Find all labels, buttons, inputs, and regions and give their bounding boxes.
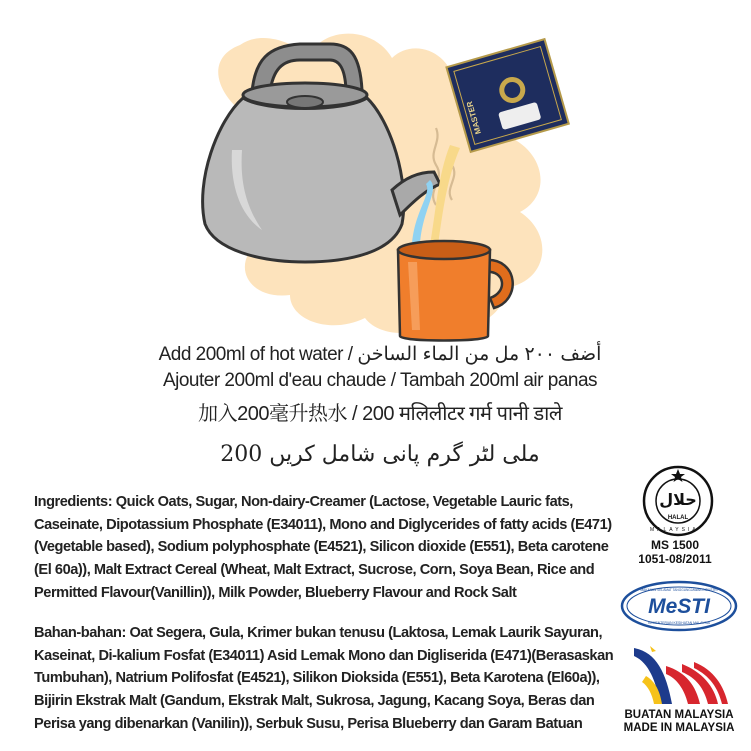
packet-brand: MASTER xyxy=(464,100,483,136)
instruction-line-arabic: Add 200ml of hot water / أضف ٢٠٠ مل من الماء الساخن xyxy=(158,344,602,365)
ingredients-english: Ingredients: Quick Oats, Sugar, Non-dairy-Creamer (Lactose, Vegetable Lauric fats, Caseinate, Dipotassium Phosphate (E34011), Mono and Diglycerides of fatty acids (E471)(Vegetable based), Sodium polyphosphate (E4521), Silicon dioxide (E551), Beta carotene (El 60a)), Malt Extract Cereal (Wheat, Malt Extract, Sucrose, Corn, Soya Bean, Rice and Permitted Flavour(Vanillin)), Milk Powder, Blueberry Flavour and Rock Salt xyxy=(34,494,612,601)
mesti-wordmark: MeSTI xyxy=(648,595,710,618)
instruction-line-urdu: ملی لٹر گرم پانی شامل کریں 200 xyxy=(220,442,540,467)
ingredients-malay: Bahan-bahan: Oat Segera, Gula, Krimer bukan tenusu (Laktosa, Lemak Laurik Sayuran, Kaseinat, Di-kalium Fosfat (E34011) Asid Lemak Mono dan Digliserida (E471)(Berasaskan Tumbuhan), Natrium Polifosfat (E4521), Silikon Dioksida (E551), Beta Karotena (El60a)), Bijirin Ekstrak Malt (Gandum, Ekstrak Malt, Sukrosa, Jagung, Kacang Soya, Beras dan Perisa yang dibenarkan (Vanilin)), Serbuk Susu, Perisa Blueberry dan Garam Batuan xyxy=(34,625,614,732)
halal-latin: HALAL xyxy=(667,515,689,521)
halal-arabic: حلال xyxy=(659,490,697,509)
made-in-malaysia xyxy=(614,709,744,735)
instruction-line-french-malay: Ajouter 200ml d'eau chaude / Tambah 200ml air panas xyxy=(162,370,598,391)
mesti-logo-icon xyxy=(620,580,738,632)
malaysia-flag-icon xyxy=(626,642,732,708)
made-in-line-malay: BUATAN MALAYSIA xyxy=(624,709,734,721)
ms-standard xyxy=(610,538,740,566)
halal-ring-text: MALAYSIA xyxy=(650,527,699,533)
ms-cert-number: 1051-08/2011 xyxy=(638,552,712,566)
made-in-line-english: MADE IN MALAYSIA xyxy=(623,722,735,734)
halal-logo-icon xyxy=(628,465,728,537)
ms-standard-number: MS 1500 xyxy=(650,538,700,552)
mesti-caption-top: MAKANAN SELAMAT TANGGUNGJAWAB INDUSTRI xyxy=(640,588,718,592)
preparation-illustration xyxy=(0,0,751,345)
mesti-caption-bottom: KEMENTERIAN KESIHATAN MALAYSIA xyxy=(648,621,710,625)
instruction-line-chinese-hindi: 加入200毫升热水 / 200 मलिलीटर गर्म पानी डाले xyxy=(198,403,562,425)
